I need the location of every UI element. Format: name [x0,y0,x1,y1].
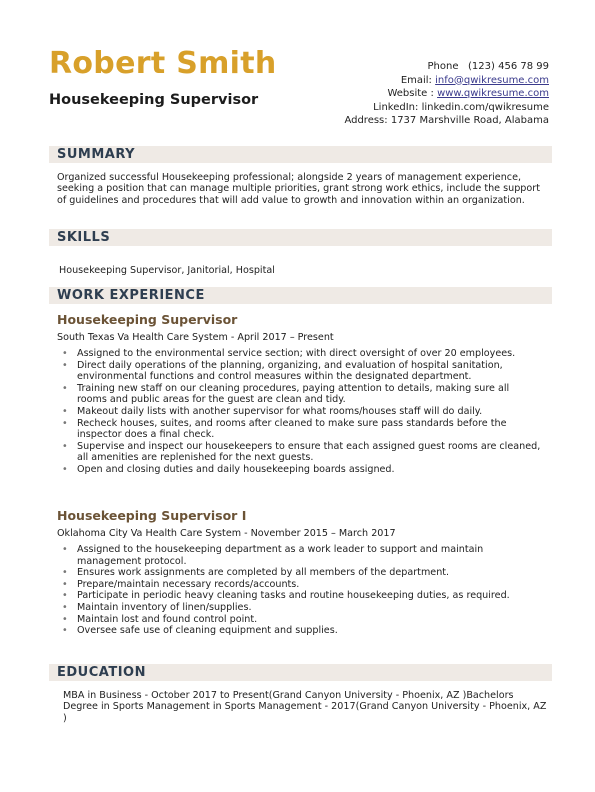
list-item: • Makeout daily lists with another supervisor for what rooms/houses staff will do daily. [62,406,542,418]
job-1-title: Housekeeping Supervisor [57,312,238,327]
job-2-title: Housekeeping Supervisor I [57,508,247,523]
contact-address-row [289,114,549,128]
website-label: Website : [387,88,434,100]
linkedin-value: linkedin.com/qwikresume [421,101,549,113]
email-label: Email: [400,74,432,86]
contact-phone-row [289,60,549,74]
contact-linkedin-row [289,101,549,115]
email-link[interactable]: info@qwikresume.com [435,74,549,86]
candidate-name: Robert Smith [49,46,277,81]
contact-email-row [289,74,549,88]
education-section-header [49,664,552,681]
job-2-bullets [62,544,542,637]
contact-website-row [289,87,549,101]
summary-text: Organized successful Housekeeping professional; alongside 2 years of management experience, seeking a position that can manage multiple priorities, grant strong work ethics, include the support of guidelines and procedures that will add value to growth and innovation within an organization. [57,172,540,206]
job-2-company: Oklahoma City Va Health Care System - November 2015 – March 2017 [57,528,396,539]
linkedin-label: LinkedIn: [373,101,419,113]
list-item: • Direct daily operations of the planning, organizing, and evaluation of hospital sanitation, environmental functions and control measures within the designated department. [62,360,542,383]
experience-heading: WORK EXPERIENCE [57,288,205,303]
list-item: • Oversee safe use of cleaning equipment and supplies. [62,625,542,637]
contact-block [289,60,549,128]
list-item: • Maintain lost and found control point. [62,614,542,626]
list-item: • Training new staff on our cleaning procedures, paying attention to details, making sure all rooms and public areas for the guest are clean and tidy. [62,383,542,406]
list-item: • Assigned to the environmental service section; with direct oversight of over 20 employees. [62,348,542,360]
list-item: • Recheck houses, suites, and rooms after cleaned to make sure pass standards before the inspector does a final check. [62,418,542,441]
website-link[interactable]: www.qwikresume.com [437,88,549,100]
skills-heading: SKILLS [57,230,111,245]
list-item: • Open and closing duties and daily housekeeping boards assigned. [62,464,542,476]
list-item: • Assigned to the housekeeping department as a work leader to support and maintain management protocol. [62,544,542,567]
list-item: • Ensures work assignments are completed by all members of the department. [62,567,542,579]
list-item: • Maintain inventory of linen/supplies. [62,602,542,614]
list-item: • Participate in periodic heavy cleaning tasks and routine housekeeping duties, as required. [62,590,542,602]
list-item: • Prepare/maintain necessary records/accounts. [62,579,542,591]
education-text: MBA in Business - October 2017 to Present(Grand Canyon University - Phoenix, AZ )Bachelors Degree in Sports Management in Sports Management - 2017(Grand Canyon University - Phoenix, AZ ) [63,690,547,724]
education-heading: EDUCATION [57,665,146,680]
address-label: Address: [344,115,388,127]
skills-text: Housekeeping Supervisor, Janitorial, Hospital [59,265,275,276]
job-1-bullets [62,348,542,476]
job-1-company: South Texas Va Health Care System - April 2017 – Present [57,332,334,343]
candidate-title: Housekeeping Supervisor [49,92,259,108]
address-value: 1737 Marshville Road, Alabama [390,115,549,127]
summary-section-header [49,146,552,163]
list-item: • Supervise and inspect our housekeepers to ensure that each assigned guest rooms are cleaned, all amenities are replenished for the next guests. [62,441,542,464]
skills-section-header [49,229,552,246]
phone-value: (123) 456 78 99 [468,61,549,72]
experience-section-header [49,287,552,304]
phone-label: Phone [427,61,459,72]
summary-heading: SUMMARY [57,147,136,162]
